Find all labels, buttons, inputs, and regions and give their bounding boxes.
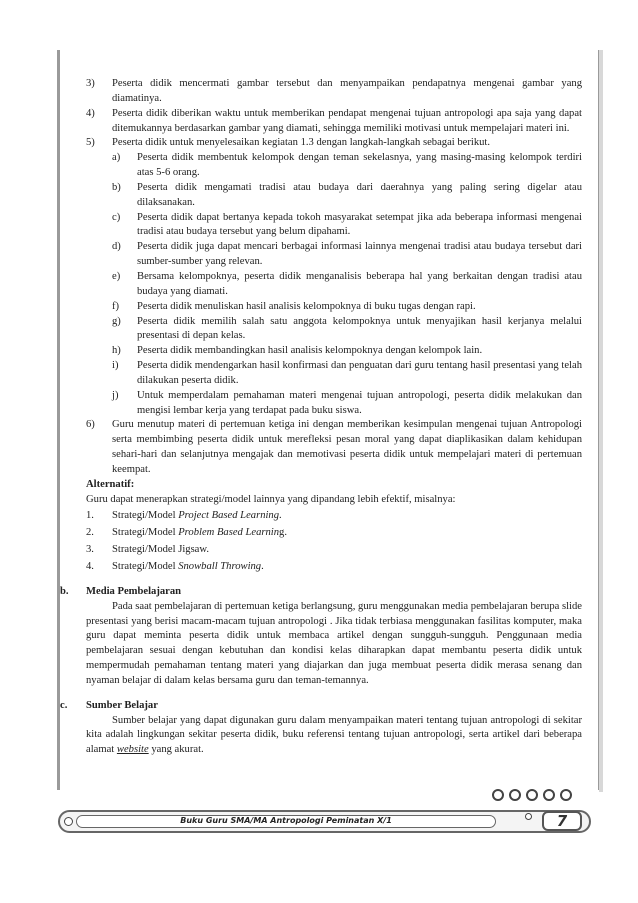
- page-content: [60, 77, 582, 758]
- section-letter: c.: [60, 699, 68, 711]
- sub-item-text: Peserta didik dapat bertanya kepada tokoh masyarakat setempat jika ada beberapa informasi mengenai tradisi atau budaya tersebut yang belum dipahami.: [137, 211, 582, 238]
- item-text: Peserta didik diberikan waktu untuk memberikan pendapat mengenai tujuan antropologi apa saja yang dapat ditemukannya berdasarkan gambar yang diamati, sehingga memiliki motivasi untuk mempelajari materi ini.: [112, 107, 582, 134]
- alternatif-list: [60, 509, 582, 574]
- circle-ornament: [526, 789, 538, 801]
- sub-item-text: Peserta didik mengamati tradisi atau budaya dari daerahnya yang paling sering digelar atau dilaksanakan.: [137, 181, 582, 208]
- alternatif-item-suffix: g.: [279, 527, 287, 539]
- alternatif-item-number: 1.: [86, 510, 94, 522]
- section-letter: b.: [60, 585, 69, 597]
- sub-list-item: [60, 270, 582, 300]
- sub-list-item: [60, 389, 582, 419]
- section-heading: Sumber Belajar: [86, 699, 158, 711]
- alternatif-item-text: Strategi/Model: [112, 561, 179, 572]
- alternatif-item-model: Problem Based Learnin: [178, 527, 280, 539]
- sub-list-item: [60, 359, 582, 389]
- list-item: [60, 418, 582, 477]
- sub-item-letter: c): [112, 211, 121, 223]
- page-number: 7: [556, 812, 568, 830]
- circle-ornament: [492, 789, 504, 801]
- circle-ornament: [509, 789, 521, 801]
- sub-list-item: [60, 315, 582, 345]
- alternatif-title: Alternatif:: [86, 478, 135, 490]
- sub-item-letter: d): [112, 241, 121, 253]
- list-item: [60, 77, 582, 107]
- item-text: Guru menutup materi di pertemuan ketiga ini dengan memberikan kesimpulan mengenai tujuan Antropologi serta membimbing peserta didik untuk merefleksi pesan moral yang dapat diaplikasikan dalam kehidupan sehari-hari dan selanjutnya mengajak dan memotivasi peserta didik untuk mempelajari materi di pertemuan keempat.: [112, 419, 582, 475]
- footer-dot: [64, 817, 73, 826]
- sub-item-letter: i): [112, 360, 119, 372]
- sub-item-text: Peserta didik memilih salah satu anggota kelompoknya untuk menyajikan hasil kerjanya melalui presentasi di depan kelas.: [137, 315, 582, 342]
- sub-list-item: [60, 151, 582, 181]
- alternatif-item-model: Project Based Learning: [178, 510, 280, 522]
- sub-item-letter: f): [112, 300, 120, 312]
- sub-item-letter: e): [112, 270, 121, 282]
- alternatif-item: [60, 509, 582, 524]
- sub-item-text: Peserta didik membandingkan hasil analisis kelompoknya dengan kelompok lain.: [137, 345, 483, 357]
- item-number: 5): [86, 137, 95, 149]
- section-heading: Media Pembelajaran: [86, 585, 182, 597]
- alternatif-item-text: Strategi/Model Jigsaw.: [112, 544, 209, 556]
- sub-item-text: Untuk memperdalam pemahaman materi mengenai tujuan antropologi, peserta didik melakukan dan mengisi lembar kerja yang terdapat pada buku siswa.: [137, 389, 582, 416]
- alternatif-block: [60, 478, 582, 508]
- sub-item-letter: j): [112, 389, 119, 401]
- alternatif-item-number: 4.: [86, 561, 94, 572]
- circle-ornament: [560, 789, 572, 801]
- sub-item-text: Bersama kelompoknya, peserta didik menganalisis beberapa hal yang berkaitan dengan tradisi atau budaya yang diamati.: [137, 270, 582, 297]
- item-number: 3): [86, 78, 95, 89]
- alternatif-item: [60, 560, 582, 575]
- decorative-circles: [492, 789, 572, 801]
- alternatif-item-text: Strategi/Model: [112, 527, 179, 539]
- alternatif-item-suffix: .: [279, 510, 282, 522]
- circle-ornament: [543, 789, 555, 801]
- sub-item-text: Peserta didik menuliskan hasil analisis kelompoknya di buku tugas dengan rapi.: [137, 300, 476, 312]
- alternatif-intro: Guru dapat menerapkan strategi/model lainnya yang dipandang lebih efektif, misalnya:: [86, 493, 456, 505]
- footer-book-title: Buku Guru SMA/MA Antropologi Peminatan X/1: [180, 816, 392, 825]
- alternatif-item-suffix: .: [261, 561, 264, 572]
- sub-list-item: [60, 300, 582, 315]
- item-text: Peserta didik untuk menyelesaikan kegiatan 1.3 dengan langkah-langkah sebagai berikut.: [112, 137, 491, 149]
- alternatif-item: [60, 543, 582, 558]
- list-item: [60, 107, 582, 137]
- section-sumber-belajar: [60, 699, 582, 758]
- sub-list-item: [60, 344, 582, 359]
- sub-item-text: Peserta didik juga dapat mencari berbagai informasi lainnya mengenai tradisi atau budaya tersebut dari sumber-sumber yang relevan.: [137, 241, 582, 268]
- sub-list-item: [60, 211, 582, 241]
- website-term: website: [116, 744, 149, 756]
- paragraph-text-end: yang akurat.: [148, 744, 204, 756]
- item-text: Peserta didik mencermati gambar tersebut dan menyampaikan pendapatnya mengenai gambar yang diamatinya.: [112, 78, 582, 104]
- footer-dot: [525, 813, 532, 820]
- sub-item-text: Peserta didik mendengarkan hasil konfirmasi dan penguatan dari guru tentang hasil presentasi yang telah dilakukan peserta didik.: [137, 360, 582, 386]
- sub-item-text: Peserta didik membentuk kelompok dengan teman sekelasnya, yang masing-masing kelompok terdiri atas 5-6 orang.: [137, 152, 582, 179]
- alternatif-item-text: Strategi/Model: [112, 510, 179, 522]
- section-media-pembelajaran: [60, 585, 582, 689]
- sub-list-item: [60, 240, 582, 270]
- item-number: 6): [86, 419, 95, 431]
- sub-item-letter: h): [112, 345, 121, 357]
- sub-item-letter: a): [112, 152, 121, 164]
- paragraph-text: Sumber belajar yang dapat digunakan guru dalam menyampaikan materi tentang tujuan antropologi di sekitar kita adalah lingkungan sekitar peserta didik, buku referensi tentang tujuan antropologi, serta artikel dari beberapa alamat: [86, 714, 582, 756]
- sub-list-item: [60, 181, 582, 211]
- list-item: [60, 136, 582, 151]
- alternatif-item: [60, 526, 582, 541]
- sub-item-letter: g): [112, 315, 121, 327]
- alternatif-item-number: 3.: [86, 544, 94, 556]
- section-paragraph: [86, 714, 582, 759]
- sub-item-letter: b): [112, 181, 121, 193]
- alternatif-item-number: 2.: [86, 527, 94, 539]
- alternatif-item-model: Snowball Throwing: [178, 561, 262, 572]
- section-paragraph: Pada saat pembelajaran di pertemuan ketiga berlangsung, guru menggunakan media pembelajaran berupa slide presentasi yang berisi macam-macam tujuan antropologi . Jika tidak terbiasa menggunakan fasilitas komputer, maka guru dapat meminta peserta didik untuk membaca artikel dengan sungguh-sungguh. Penggunaan media pembelajaran sesuai dengan kebutuhan dan kondisi kelas diharapkan dapat membantu peserta didik untuk mempermudah pemahaman tentang materi yang diajarkan dan juga membuat peserta didik merasa senang dan nyaman belajar di dalam kelas bersama guru dan teman-temannya.: [86, 600, 582, 686]
- item-number: 4): [86, 107, 95, 119]
